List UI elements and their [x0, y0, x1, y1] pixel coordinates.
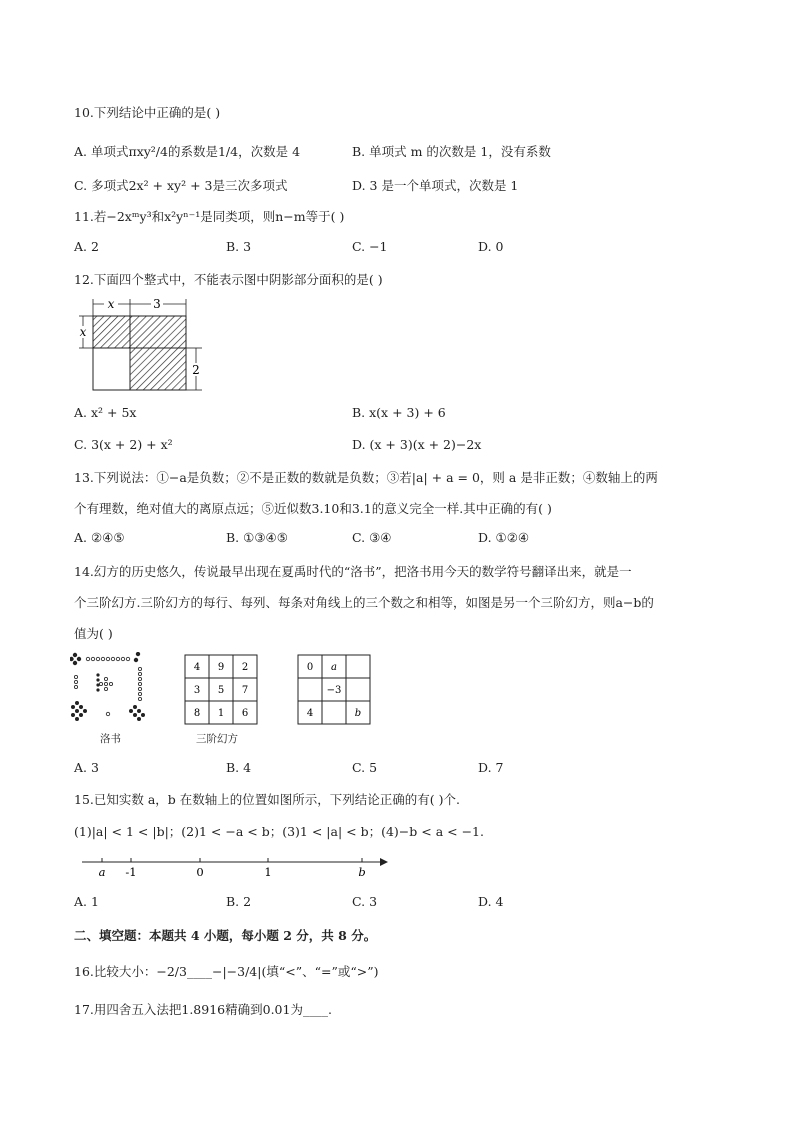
- q14-option-a: A. 3: [74, 760, 99, 775]
- q10-option-d: D. 3 是一个单项式，次数是 1: [352, 178, 519, 193]
- q12-option-c: C. 3(x + 2) + x²: [74, 437, 173, 452]
- magic-square-cell: 4: [306, 708, 314, 719]
- q11-option-d: D. 0: [478, 239, 504, 254]
- luoshu-figure: [70, 652, 156, 726]
- q15-conditions: (1)|a| < 1 < |b|；(2)1 < −a < b；(3)1 < |a| < b；(4)−b < a < −1.: [74, 824, 484, 839]
- q15-option-b: B. 2: [226, 894, 252, 909]
- q14-option-d: D. 7: [478, 760, 504, 775]
- q17-stem: 17.用四舍五入法把1.8916精确到0.01为____.: [74, 1002, 332, 1017]
- axis-label-one: 1: [264, 865, 272, 879]
- q13-option-a: A. ②④⑤: [74, 530, 125, 545]
- q11-option-a: A. 2: [74, 239, 99, 254]
- q15-stem: 15.已知实数 a，b 在数轴上的位置如图所示，下列结论正确的有( )个.: [74, 792, 460, 807]
- q15-option-a: A. 1: [74, 894, 99, 909]
- q12-label-top-right: 3: [153, 297, 161, 311]
- magic-square-cell: a: [331, 662, 337, 673]
- q15-option-c: C. 3: [352, 894, 378, 909]
- q10-option-c: C. 多项式2x² + xy² + 3是三次多项式: [74, 178, 288, 193]
- q15-number-line: [74, 852, 394, 882]
- axis-label-b: b: [358, 865, 366, 879]
- magic-square-cell: 9: [217, 662, 225, 673]
- axis-label-a: a: [98, 865, 106, 879]
- q12-stem: 12.下面四个整式中，不能表示图中阴影部分面积的是( ): [74, 272, 383, 287]
- q13-option-d: D. ①②④: [478, 530, 530, 545]
- q10-option-b: B. 单项式 m 的次数是 1，没有系数: [352, 144, 551, 159]
- q13-option-b: B. ①③④⑤: [226, 530, 288, 545]
- q11-option-c: C. −1: [352, 239, 388, 254]
- q13-line-1: 13.下列说法：①−a是负数；②不是正数的数就是负数；③若|a| + a = 0，则 a 是非正数；④数轴上的两: [74, 470, 658, 485]
- q12-label-left: x: [79, 325, 87, 339]
- magic-square-cell: 0: [306, 662, 314, 673]
- q14-line-2: 个三阶幻方.三阶幻方的每行、每列、每条对角线上的三个数之和相等，如图是另一个三阶幻方，则a−b的: [74, 595, 654, 610]
- q14-option-c: C. 5: [352, 760, 378, 775]
- q10-stem: 10.下列结论中正确的是( ): [74, 105, 221, 120]
- magic-square-cell: 3: [193, 685, 201, 696]
- q13-line-2: 个有理数，绝对值大的离原点远；⑤近似数3.10和3.1的意义完全一样.其中正确的有( ): [74, 501, 552, 516]
- magic-square-cell: 4: [193, 662, 201, 673]
- q16-stem: 16.比较大小：−2/3____−|−3/4|(填“<”、“=”或“>”): [74, 964, 379, 979]
- q14-line-1: 14.幻方的历史悠久，传说最早出现在夏禹时代的“洛书”，把洛书用今天的数学符号翻译出来，就是一: [74, 564, 632, 579]
- q11-option-b: B. 3: [226, 239, 252, 254]
- magic-square-2: [297, 654, 375, 726]
- q12-option-d: D. (x + 3)(x + 2)−2x: [352, 437, 482, 452]
- q12-label-right: 2: [192, 363, 200, 377]
- magic-square-cell: 1: [217, 708, 225, 719]
- magic-square-cell: 8: [193, 708, 201, 719]
- q14-line-3: 值为( ): [74, 626, 113, 641]
- q12-option-a: A. x² + 5x: [74, 405, 137, 420]
- q12-area-figure: [74, 296, 214, 396]
- magic-square-cell: 7: [241, 685, 249, 696]
- magic-square-cell: −3: [326, 685, 342, 696]
- q10-option-a: A. 单项式πxy²/4的系数是1/4，次数是 4: [74, 144, 301, 159]
- axis-label-zero: 0: [196, 865, 204, 879]
- q12-label-top-left: x: [107, 297, 115, 311]
- q15-option-d: D. 4: [478, 894, 504, 909]
- magic-square-cell: 6: [241, 708, 249, 719]
- magic-square-cell: b: [354, 708, 362, 719]
- q14-option-b: B. 4: [226, 760, 252, 775]
- caption-luoshu: 洛书: [100, 733, 121, 745]
- axis-label-minus-one: -1: [125, 865, 137, 879]
- magic-square-cell: 5: [217, 685, 225, 696]
- q11-stem: 11.若−2xᵐy³和x²yⁿ⁻¹是同类项，则n−m等于( ): [74, 209, 345, 224]
- magic-square-1: [184, 654, 262, 726]
- section-heading-fill-in: 二、填空题：本题共 4 小题，每小题 2 分，共 8 分。: [74, 928, 377, 943]
- caption-magic-square: 三阶幻方: [196, 733, 238, 745]
- magic-square-cell: 2: [241, 662, 249, 673]
- q13-option-c: C. ③④: [352, 530, 392, 545]
- q12-option-b: B. x(x + 3) + 6: [352, 405, 446, 420]
